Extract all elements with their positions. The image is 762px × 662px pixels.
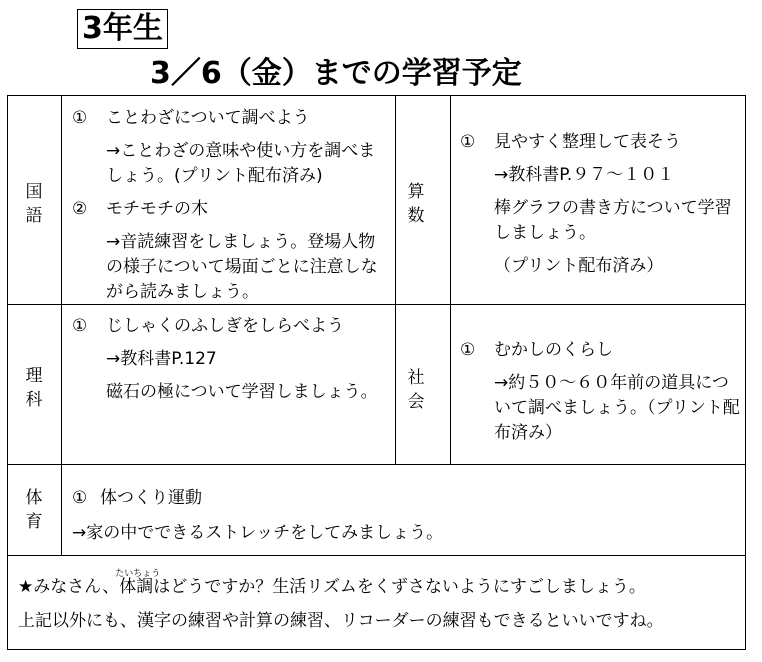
sansu-item1-desc: 棒グラフの書き方について学習しましょう。 xyxy=(494,198,732,243)
rika-content xyxy=(72,314,390,405)
schedule-table xyxy=(7,95,746,650)
subject-shakai: 社会 xyxy=(407,368,425,412)
item-number: ① xyxy=(72,316,88,336)
sansu-item1-ref: →教科書P.９７～１０１ xyxy=(494,165,675,185)
kokugo-item2-desc: →音読練習をしましょう。登場人物の様子について場面ごとに注意しながら読みましょう。 xyxy=(106,232,378,302)
shakai-item1-desc: →約５０～６０年前の道具について調べましょう。（プリント配布済み） xyxy=(494,373,740,443)
kokugo-content xyxy=(72,106,390,305)
rika-item1-desc: 磁石の極について学習しましょう。 xyxy=(106,382,378,402)
rika-item1-title: じしゃくのふしぎをしらべよう xyxy=(106,316,344,336)
item-number: ① xyxy=(460,340,476,360)
grade-label: 3年生 xyxy=(77,9,168,49)
row-divider xyxy=(8,464,745,465)
page-title: 3／6（金）までの学習予定 xyxy=(150,56,522,91)
kokugo-item1-title: ことわざについて調べよう xyxy=(106,108,310,128)
taiiku-item1-title: 体つくり運動 xyxy=(100,488,202,508)
ruby-reading: たいちょう xyxy=(115,569,161,579)
taiiku-item1-desc: →家の中でできるストレッチをしてみましょう。 xyxy=(72,523,444,543)
col-divider xyxy=(61,96,62,555)
rika-item1-ref: →教科書P.127 xyxy=(106,349,217,369)
message-line2: 上記以外にも、漢字の練習や計算の練習、リコーダーの練習もできるといいですね。 xyxy=(18,611,664,631)
kokugo-item2-title: モチモチの木 xyxy=(106,199,208,219)
subject-rika: 理科 xyxy=(25,366,43,410)
shakai-content xyxy=(460,338,742,446)
subject-taiiku: 体育 xyxy=(25,488,43,532)
message-line1-post: はどうですか？生活リズムをくずさないようにすごしましょう。 xyxy=(153,577,646,597)
message-line1 xyxy=(18,569,740,600)
col-divider xyxy=(450,96,451,464)
sansu-item1-title: 見やすく整理して表そう xyxy=(494,132,681,152)
row-divider xyxy=(8,555,745,556)
taiiku-content xyxy=(72,486,732,546)
shakai-item1-title: むかしのくらし xyxy=(494,340,613,360)
message-line1-pre: ★みなさん、 xyxy=(18,577,120,597)
ruby-base: 体調 xyxy=(119,577,154,597)
subject-kokugo: 国語 xyxy=(25,182,43,226)
sansu-content xyxy=(460,130,742,279)
ruby-word xyxy=(115,569,161,600)
sansu-item1-note: （プリント配布済み） xyxy=(494,256,664,276)
item-number: ① xyxy=(72,108,88,128)
subject-sansu: 算数 xyxy=(407,182,425,226)
item-number: ① xyxy=(72,488,88,508)
kokugo-item1-desc: →ことわざの意味や使い方を調べましょう。(プリント配布済み) xyxy=(106,141,376,186)
message-box xyxy=(18,569,740,634)
item-number: ② xyxy=(72,199,88,219)
col-divider xyxy=(395,96,396,464)
item-number: ① xyxy=(460,132,476,152)
